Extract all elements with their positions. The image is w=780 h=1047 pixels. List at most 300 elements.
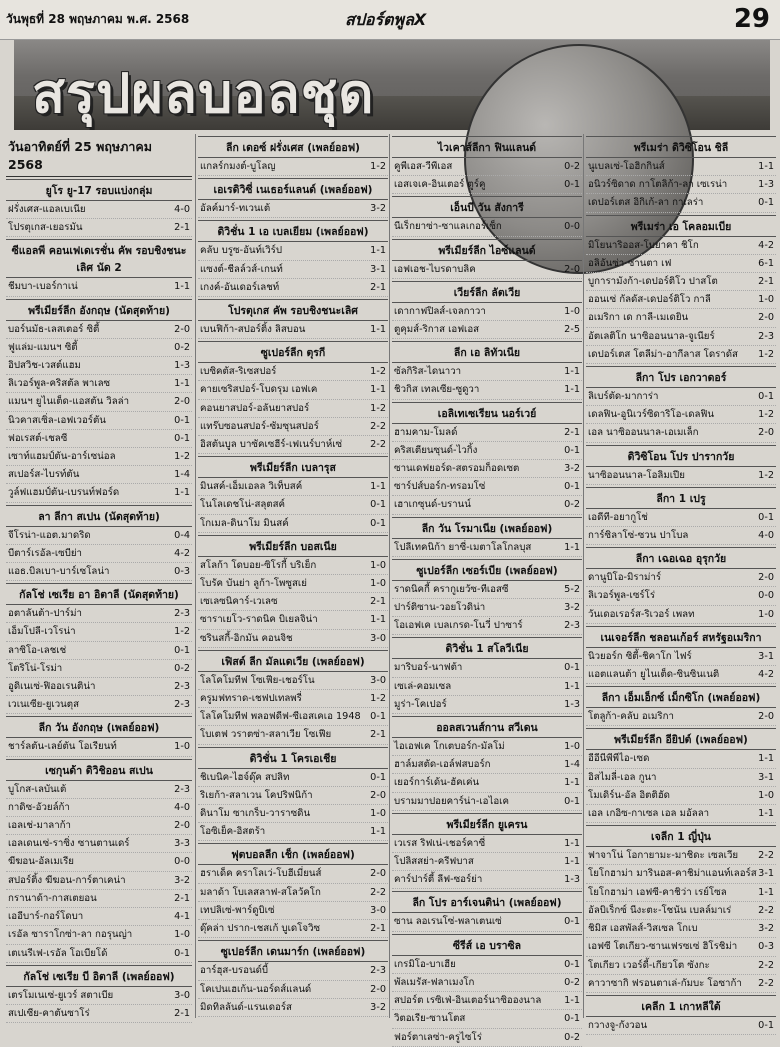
match-row bbox=[6, 412, 192, 430]
league-section bbox=[586, 445, 776, 485]
match-score: 4-2 bbox=[758, 669, 774, 681]
match-score: 0-1 bbox=[174, 414, 190, 426]
match-score: 3-1 bbox=[758, 650, 774, 662]
match-row bbox=[6, 623, 192, 641]
match-row bbox=[198, 769, 388, 787]
league-section bbox=[198, 747, 388, 842]
match-score: 0-2 bbox=[564, 1031, 580, 1043]
match-row bbox=[392, 581, 582, 599]
league-title: ดิวิซิโอน โปร ปารากวัย bbox=[586, 445, 776, 467]
match-score: 1-1 bbox=[370, 614, 386, 626]
match-teams: ฟูแล่ม-แมนฯ ซิตี้ bbox=[8, 341, 78, 353]
match-teams: ฟอเรสต์-เชลซี bbox=[8, 432, 68, 444]
match-teams: เดปอร์เตส อิกิเก้-ลา กาเลร่า bbox=[588, 197, 704, 209]
match-teams: เซาท์แฮมป์ตัน-อาร์เซน่อล bbox=[8, 451, 116, 463]
match-teams: แทร๊บซอนสปอร์-ซัมซุนสปอร์ bbox=[200, 420, 319, 432]
match-teams: เฮาเกซุนด์-บรานน์ bbox=[394, 499, 471, 511]
match-teams: ลิเบร์ตัด-มาการ่า bbox=[588, 391, 659, 403]
match-row bbox=[392, 992, 582, 1010]
match-score: 2-0 bbox=[174, 820, 190, 832]
match-teams: โคเปนเฮเก้น-นอร์ดส์แลนด์ bbox=[200, 983, 312, 995]
match-teams: สโลก้า โดบอย-ซิโรกี้ บริเย็ก bbox=[200, 559, 317, 571]
match-teams: ชิมิส เอสพัลส์-วิสเซล โกเบ bbox=[588, 923, 698, 935]
match-score: 1-3 bbox=[758, 179, 774, 191]
match-row bbox=[392, 738, 582, 756]
match-row bbox=[586, 666, 776, 684]
match-teams: แซงต์-ชีลล์วส์-เกนท์ bbox=[200, 263, 283, 275]
match-row bbox=[392, 871, 582, 889]
match-score: 0-3 bbox=[174, 566, 190, 578]
match-score: 1-0 bbox=[758, 294, 774, 306]
match-row bbox=[392, 424, 582, 442]
match-row bbox=[392, 696, 582, 714]
league-title: ดิวิชั่น 1 สโลวีเนีย bbox=[392, 637, 582, 659]
column-divider bbox=[583, 134, 584, 1018]
match-score: 1-0 bbox=[370, 578, 386, 590]
match-row bbox=[6, 375, 192, 393]
match-teams: ชิวกิส เทลเซีย-ซูดูวา bbox=[394, 384, 480, 396]
league-title: พรีเมียร์ลีก อียิปต์ (เพลย์ออฟ) bbox=[586, 728, 776, 750]
match-teams: กรานาด้า-กาสเตยอน bbox=[8, 892, 97, 904]
match-teams: มิโยนาริออส-โบยาคา ชิโก bbox=[588, 239, 699, 251]
column-divider bbox=[389, 134, 390, 1018]
match-teams: อูดิเนเซ่-ฟิออเรนติน่า bbox=[8, 681, 96, 693]
match-score: 0-1 bbox=[564, 662, 580, 674]
match-row bbox=[586, 708, 776, 726]
match-row bbox=[6, 201, 192, 219]
match-score: 2-0 bbox=[370, 868, 386, 880]
match-row bbox=[198, 321, 388, 339]
match-score: 3-1 bbox=[758, 868, 774, 880]
match-row bbox=[198, 823, 388, 841]
league-title: โปรตุเกส คัพ รอบชิงชนะเลิศ bbox=[198, 299, 388, 321]
match-score: 1-0 bbox=[370, 808, 386, 820]
match-score: 1-1 bbox=[564, 856, 580, 868]
match-row bbox=[6, 678, 192, 696]
match-teams: เดากาฟปิลส์-เจลกาวา bbox=[394, 305, 486, 317]
match-score: 1-0 bbox=[370, 559, 386, 571]
league-title: เวียร์ลีก ลัตเวีย bbox=[392, 281, 582, 303]
match-teams: เรอัล ซาราโกซ่า-ลา กอรุนญ่า bbox=[8, 929, 133, 941]
league-section bbox=[198, 535, 388, 648]
match-teams: เบซิคตัส-ริเซสปอร์ bbox=[200, 366, 277, 378]
match-score: 3-2 bbox=[758, 923, 774, 935]
league-section bbox=[586, 487, 776, 545]
match-row bbox=[198, 279, 388, 297]
match-score: 2-1 bbox=[174, 222, 190, 234]
match-teams: มาริบอร์-นาฟต้า bbox=[394, 662, 463, 674]
match-row bbox=[198, 478, 388, 496]
match-row bbox=[392, 678, 582, 696]
results-column-3 bbox=[392, 134, 582, 1047]
league-title: กัลโช่ เซเรีย อา อิตาลี (นัดสุดท้าย) bbox=[6, 583, 192, 605]
league-title: เอเรดิวิซี่ เนเธอร์แลนด์ (เพลย์ออฟ) bbox=[198, 178, 388, 200]
match-row bbox=[392, 539, 582, 557]
league-title: พรีเมร่า เอ โคลอมเบีย bbox=[586, 215, 776, 237]
league-section bbox=[6, 239, 192, 296]
match-score: 3-2 bbox=[370, 1001, 386, 1013]
results-column-4 bbox=[586, 134, 776, 1035]
match-score: 4-1 bbox=[174, 911, 190, 923]
league-title: ลา ลีกา สเปน (นัดสุดท้าย) bbox=[6, 505, 192, 527]
match-score: 0-1 bbox=[564, 444, 580, 456]
league-section bbox=[198, 843, 388, 938]
match-teams: อิสไมลี่-เอล กูนา bbox=[588, 771, 657, 783]
league-title: ซูเปอร์ลีก ตุรกี bbox=[198, 341, 388, 363]
match-row bbox=[6, 835, 192, 853]
league-section bbox=[392, 402, 582, 515]
match-row bbox=[586, 467, 776, 485]
match-row bbox=[198, 672, 388, 690]
match-teams: โยโกฮาม่า มารินอส-คาชิม่าแอนท์เลอร์ส bbox=[588, 868, 757, 880]
match-row bbox=[6, 872, 192, 890]
match-teams: สเปอร์ส-ไบรท์ตัน bbox=[8, 469, 80, 481]
match-score: 1-2 bbox=[370, 693, 386, 705]
match-score: 3-2 bbox=[370, 203, 386, 215]
match-row bbox=[6, 430, 192, 448]
match-row bbox=[586, 606, 776, 624]
match-teams: ฟาจาโน่ โอกายามะ-มาชิดะ เซลเวีย bbox=[588, 850, 739, 862]
match-score: 3-1 bbox=[758, 771, 774, 783]
league-title: ลีกา เฉอเฉอ อุรุกวัย bbox=[586, 547, 776, 569]
match-score: 3-0 bbox=[370, 674, 386, 686]
league-section bbox=[198, 940, 388, 1017]
match-teams: เอ็มโปลี-เวโรน่า bbox=[8, 626, 76, 638]
league-section bbox=[198, 341, 388, 454]
match-teams: เยอร์การ์เด้น-ฮัคเค่น bbox=[394, 777, 480, 789]
match-row bbox=[198, 158, 388, 176]
match-score: 0-1 bbox=[564, 795, 580, 807]
match-row bbox=[6, 696, 192, 714]
match-teams: แอตแลนต้า ยูไนเต็ด-ซินซินเนติ bbox=[588, 669, 720, 681]
match-row bbox=[6, 466, 192, 484]
league-title: ลีก เดอซ์ ฝรั่งเศส (เพลย์ออฟ) bbox=[198, 136, 388, 158]
match-teams: อนิวร์ซิดาด กาโตลิก้า-ลา เซเรน่า bbox=[588, 179, 728, 191]
match-row bbox=[6, 357, 192, 375]
match-teams: กาดิซ-อัวยล์ก้า bbox=[8, 801, 70, 813]
match-row bbox=[392, 974, 582, 992]
match-teams: โกเมล-ดินาโม มินสค์ bbox=[200, 517, 289, 529]
match-score: 1-0 bbox=[174, 929, 190, 941]
match-row bbox=[198, 242, 388, 260]
match-teams: ลิเวอร์พูล-เซร์โร่ bbox=[588, 590, 656, 602]
match-row bbox=[6, 853, 192, 871]
match-teams: คูพีเอส-วีพีเอส bbox=[394, 161, 453, 172]
league-title: ลีก เอ ลิทัวเนีย bbox=[392, 341, 582, 363]
league-section bbox=[392, 136, 582, 194]
league-section bbox=[198, 136, 388, 176]
match-teams: อาร์ฮุส-บรอนด์บี้ bbox=[200, 965, 269, 977]
match-row bbox=[586, 750, 776, 768]
league-section bbox=[198, 456, 388, 533]
league-title: เอลิเทเซเรียน นอร์เวย์ bbox=[392, 402, 582, 424]
match-score: 0-1 bbox=[564, 958, 580, 970]
match-teams: นิวยอร์ก ซิตี้-ชิคาโก ไฟร์ bbox=[588, 650, 692, 662]
match-row bbox=[198, 436, 388, 454]
match-row bbox=[392, 478, 582, 496]
results-column-1 bbox=[6, 134, 192, 1023]
match-row bbox=[392, 774, 582, 792]
match-teams: เอฟซี โตเกียว-ซานเฟรซเซ่ ฮิโรชิม่า bbox=[588, 941, 738, 953]
league-section bbox=[392, 813, 582, 890]
match-teams: บอร์นมัธ-เลสเตอร์ ซิตี้ bbox=[8, 323, 100, 335]
match-teams: ฮาล์มสตัด-เอล์ฟสบอร์ก bbox=[394, 759, 491, 771]
league-section bbox=[586, 626, 776, 684]
match-row bbox=[198, 865, 388, 883]
match-row bbox=[392, 756, 582, 774]
match-score: 1-1 bbox=[370, 245, 386, 257]
league-section bbox=[586, 995, 776, 1035]
match-teams: ลิเวอร์พูล-คริสตัล พาเลซ bbox=[8, 378, 111, 390]
match-teams: นีเร็กยาซ่า-ซาแลเกอร์เซ็ก bbox=[394, 221, 502, 233]
match-score: 1-2 bbox=[758, 348, 774, 360]
match-row bbox=[198, 515, 388, 533]
league-section bbox=[6, 965, 192, 1023]
match-score: 1-3 bbox=[564, 698, 580, 710]
match-teams: โยโกฮาม่า เอฟซี-คาชิว่า เรย์โซล bbox=[588, 886, 727, 898]
match-score: 1-1 bbox=[564, 995, 580, 1007]
match-teams: โอเอฟเค เบลเกรด-โนวี่ ปาซาร์ bbox=[394, 620, 523, 632]
match-teams: สปอร์ติ้ง ฆีฆอน-การ์ตาเคน่า bbox=[8, 874, 126, 886]
match-teams: เวเรส ริฟเน่-เชอร์คาซี่ bbox=[394, 837, 486, 849]
match-teams: เวเนเซีย-ยูเวนตุส bbox=[8, 699, 79, 711]
match-score: 2-1 bbox=[370, 596, 386, 608]
match-row bbox=[198, 962, 388, 980]
match-score: 0-1 bbox=[564, 916, 580, 928]
match-row bbox=[586, 527, 776, 545]
match-teams: ซรินสกี้-อิกมัน คอนจิช bbox=[200, 632, 293, 644]
match-score: 1-1 bbox=[758, 808, 774, 820]
match-teams: โอซิเย็ค-อิสตร้า bbox=[200, 826, 266, 838]
league-section bbox=[586, 825, 776, 993]
match-teams: ชาร์ลตัน-เลย์ตัน โอเรียนท์ bbox=[8, 741, 117, 753]
match-row bbox=[392, 1010, 582, 1028]
match-row bbox=[6, 945, 192, 963]
match-score: 0-1 bbox=[758, 197, 774, 209]
league-title: ลีก วัน โรมาเนีย (เพลย์ออฟ) bbox=[392, 517, 582, 539]
column-divider bbox=[195, 134, 196, 1018]
match-row bbox=[586, 388, 776, 406]
league-title: เนเจอร์ลีก ชลอนเก้อร์ สหรัฐอเมริกา bbox=[586, 626, 776, 648]
match-score: 1-2 bbox=[370, 402, 386, 414]
match-teams: เทปลิเซ่-พาร์ดูบิเซ่ bbox=[200, 904, 275, 916]
match-score: 1-1 bbox=[564, 777, 580, 789]
match-row bbox=[392, 853, 582, 871]
match-teams: ริเยก้า-สลาเวน โคปริฟนิก้า bbox=[200, 789, 313, 801]
match-score: 3-2 bbox=[564, 602, 580, 614]
match-row bbox=[392, 218, 582, 236]
match-teams: วันเดอเรอร์ส-ริเวอร์ เพลท bbox=[588, 608, 695, 620]
match-score: 0-1 bbox=[174, 644, 190, 656]
league-section bbox=[392, 341, 582, 399]
page-number: 29 bbox=[733, 4, 770, 34]
match-row bbox=[392, 956, 582, 974]
match-score: 0-2 bbox=[564, 976, 580, 988]
league-section bbox=[392, 716, 582, 811]
match-score: 6-1 bbox=[758, 257, 774, 269]
match-score: 2-0 bbox=[370, 789, 386, 801]
match-teams: คริสเตียนซุนด์-ไวกิ้ง bbox=[394, 444, 478, 456]
match-row bbox=[6, 1005, 192, 1023]
match-teams: ตูคุมส์-ริกาส เอฟเอส bbox=[394, 324, 480, 336]
match-teams: อตาลันต้า-ปาร์ม่า bbox=[8, 608, 82, 620]
match-score: 0-1 bbox=[758, 391, 774, 403]
match-row bbox=[198, 630, 388, 648]
match-score: 2-3 bbox=[174, 699, 190, 711]
match-score: 0-1 bbox=[758, 511, 774, 523]
match-score: 2-2 bbox=[758, 959, 774, 971]
match-teams: คลับ บรูซ-อันท์เวิร์ป bbox=[200, 245, 282, 257]
match-score: 2-3 bbox=[174, 681, 190, 693]
league-title: เจลีก 1 ญี่ปุ่น bbox=[586, 825, 776, 847]
match-score: 2-1 bbox=[370, 923, 386, 935]
match-teams: คายเซริสปอร์-โบดรุม เอฟเค bbox=[200, 384, 318, 396]
match-teams: ดุ๊คล่า ปราก-เชสเก้ บูเดโจวิซ bbox=[200, 923, 321, 935]
match-score: 1-2 bbox=[370, 366, 386, 378]
league-title: ดิวิชั่น 1 เอ เบลเยียม (เพลย์ออฟ) bbox=[198, 220, 388, 242]
match-score: 1-0 bbox=[758, 789, 774, 801]
match-teams: เอล นาซิออนนาล-เอเมเล็ก bbox=[588, 427, 699, 439]
match-teams: โตลูก้า-คลับ อเมริกา bbox=[588, 711, 674, 723]
match-row bbox=[198, 981, 388, 999]
match-row bbox=[198, 261, 388, 279]
match-teams: โลโคโมทีฟ โซเฟีย-เชอร์โน bbox=[200, 674, 315, 686]
match-score: 1-0 bbox=[174, 741, 190, 753]
match-teams: กวางจู-กังวอน bbox=[588, 1019, 648, 1031]
match-row bbox=[6, 642, 192, 660]
match-score: 2-3 bbox=[758, 330, 774, 342]
match-score: 1-2 bbox=[174, 451, 190, 463]
match-row bbox=[392, 496, 582, 514]
match-score: 2-0 bbox=[174, 323, 190, 335]
match-teams: โนโลเดชโน่-สลุตสค์ bbox=[200, 499, 285, 511]
match-teams: เออีบาร์-กอร์โดบา bbox=[8, 911, 84, 923]
match-score: 1-1 bbox=[370, 826, 386, 838]
match-row bbox=[586, 176, 776, 194]
match-score: 2-0 bbox=[758, 711, 774, 723]
match-score: 1-2 bbox=[174, 626, 190, 638]
match-teams: เดลฟิน-อูนิเวร์ซิดาริโอ-เดลฟิน bbox=[588, 409, 714, 421]
match-row bbox=[198, 593, 388, 611]
match-score: 2-0 bbox=[758, 572, 774, 584]
match-row bbox=[198, 920, 388, 938]
match-teams: คอนยาสปอร์-อลันยาสปอร์ bbox=[200, 402, 310, 414]
match-row bbox=[6, 799, 192, 817]
match-teams: มลาด้า โบเลสลาฟ-สโลวัคโก bbox=[200, 886, 321, 898]
match-teams: โลโคโมทีฟ พลอฟดีฟ-ซีเอสเคเอ 1948 bbox=[200, 711, 361, 723]
match-score: 4-2 bbox=[758, 239, 774, 251]
league-title: พรีเมียร์ลีก ไอซ์แลนด์ bbox=[392, 239, 582, 261]
match-row bbox=[198, 363, 388, 381]
match-score: 4-0 bbox=[758, 530, 774, 542]
match-score: 2-0 bbox=[174, 396, 190, 408]
match-score: 1-2 bbox=[758, 409, 774, 421]
match-row bbox=[198, 496, 388, 514]
match-row bbox=[586, 847, 776, 865]
match-score: 2-3 bbox=[174, 608, 190, 620]
match-row bbox=[6, 660, 192, 678]
league-section bbox=[198, 220, 388, 297]
league-title: พรีเมียร์ลีก เบลารุส bbox=[198, 456, 388, 478]
league-title: ซูเปอร์ลีก เซอร์เบีย (เพลย์ออฟ) bbox=[392, 559, 582, 581]
match-score: 1-2 bbox=[758, 469, 774, 481]
league-section bbox=[198, 178, 388, 218]
league-title: เอ็นบี วัน สังการี bbox=[392, 196, 582, 218]
match-score: 1-1 bbox=[174, 281, 190, 293]
match-teams: วูล์ฟแฮมป์ตัน-เบรนท์ฟอร์ด bbox=[8, 487, 120, 499]
match-row bbox=[392, 176, 582, 194]
league-section bbox=[586, 136, 776, 213]
match-score: 1-0 bbox=[564, 741, 580, 753]
match-row bbox=[586, 509, 776, 527]
league-section bbox=[392, 239, 582, 279]
match-score: 1-4 bbox=[564, 759, 580, 771]
match-row bbox=[586, 957, 776, 975]
match-score: 1-4 bbox=[174, 469, 190, 481]
match-row bbox=[198, 418, 388, 436]
match-teams: ดินาโม ซาเกร็บ-วาราซดิน bbox=[200, 808, 311, 820]
match-score: 2-3 bbox=[564, 620, 580, 632]
match-score: 1-1 bbox=[370, 481, 386, 493]
match-row bbox=[392, 261, 582, 279]
match-teams: เอล เกอิซ-กาเซล เอล มอัลลา bbox=[588, 808, 710, 820]
match-teams: ซานเดฟยอร์ด-สตรอมก็อดเซต bbox=[394, 463, 520, 475]
match-score: 0-2 bbox=[174, 662, 190, 674]
league-title: พรีเมียร์ลีก บอสเนีย bbox=[198, 535, 388, 557]
league-section bbox=[392, 934, 582, 1047]
match-score: 1-1 bbox=[564, 680, 580, 692]
match-score: 4-0 bbox=[174, 204, 190, 215]
match-score: 1-1 bbox=[174, 487, 190, 499]
match-score: 2-2 bbox=[758, 977, 774, 989]
match-row bbox=[198, 690, 388, 708]
match-row bbox=[586, 920, 776, 938]
match-teams: แกลร์กมงต์-บูโลญ bbox=[200, 161, 276, 172]
match-row bbox=[586, 805, 776, 823]
match-row bbox=[198, 999, 388, 1017]
match-teams: โปลีเทคนิก้า ยาซี่-เมตาโลโกลบุส bbox=[394, 541, 532, 553]
match-row bbox=[6, 219, 192, 237]
league-title: ไวเคาส์ลีกา ฟินแลนด์ bbox=[392, 136, 582, 158]
match-score: 2-2 bbox=[370, 439, 386, 451]
match-teams: ออนเซ่ กัลดัส-เดปอร์ติโว กาลี bbox=[588, 294, 711, 306]
match-row bbox=[586, 569, 776, 587]
match-row bbox=[6, 393, 192, 411]
match-score: 1-3 bbox=[174, 360, 190, 372]
match-teams: ฮราเด็ค คราโลเว่-โบฮีเมี่ยนส์ bbox=[200, 868, 322, 880]
match-row bbox=[198, 805, 388, 823]
match-row bbox=[586, 975, 776, 993]
league-section bbox=[586, 686, 776, 726]
league-title: เฟิสต์ ลีก มัลแดเวีย (เพลย์ออฟ) bbox=[198, 650, 388, 672]
match-teams: วิตอเรีย-ซานโตส bbox=[394, 1013, 466, 1025]
match-teams: พัลเมรัส-ฟลาเมงโก bbox=[394, 976, 475, 988]
match-teams: จีโรน่า-แอต.มาดริด bbox=[8, 529, 91, 541]
match-row bbox=[198, 884, 388, 902]
match-score: 0-0 bbox=[758, 590, 774, 602]
match-teams: อลิอันซ่า-ซานตา เฟ bbox=[588, 257, 672, 269]
match-teams: คาวาซากิ ฟรอนตาเล่-กัมบะ โอซาก้า bbox=[588, 977, 742, 989]
match-row bbox=[198, 200, 388, 218]
match-row bbox=[198, 575, 388, 593]
match-teams: อีอีนีพีพีไอ-เซด bbox=[588, 753, 650, 765]
match-score: 1-1 bbox=[564, 366, 580, 378]
match-row bbox=[198, 557, 388, 575]
match-row bbox=[6, 738, 192, 756]
league-title: ซีรีส์ เอ บราซิล bbox=[392, 934, 582, 956]
match-score: 0-0 bbox=[174, 856, 190, 868]
match-teams: ชีมบา-เบอร์กาเน่ bbox=[8, 281, 78, 293]
